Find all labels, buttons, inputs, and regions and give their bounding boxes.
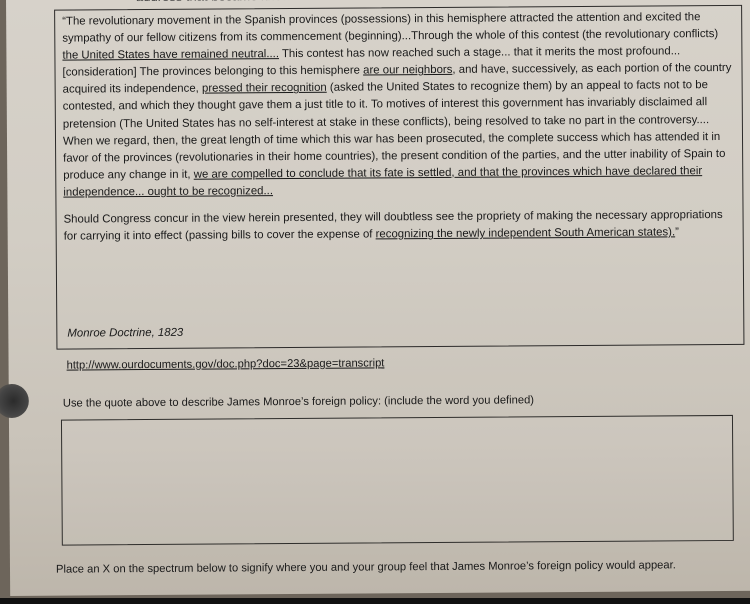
quote-paragraph-1 xyxy=(62,9,733,202)
closing-quote-mark: ” xyxy=(675,226,679,239)
quote-text-run: (asked the United States to recognize them) by an appeal to facts not to be contested, and which they thought gave them a just title to it. To motives of interest this government has invariably disclaimed all pretension (The United States has no self-interest at stake in these conflicts), being resolved to take no part in the controversy.... When we regard, then, the great length of time which this war has been prosecuted, the complete success which has attended it in favor of the provinces (revolutionaries in their home countries), the present condition of the parties, and the utter inability of Spain to produce any change in it, xyxy=(62,79,726,182)
quote-paragraph-2 xyxy=(64,207,734,246)
quote-text xyxy=(62,9,734,246)
task-prompt: Use the quote above to describe James Monroe’s foreign policy: (include the word you defined) xyxy=(62,394,535,410)
quote-text-run: “The revolutionary movement in the Spanish provinces (possessions) in this hemisphere attracted the attention and excited the sympathy of our fellow citizens from its commencement (beginning)...Through the whole of this contest (the revolutionary conflicts) xyxy=(62,11,719,45)
quote-text-run: , and have, successively, as each portion of the country acquired its independence, xyxy=(62,62,732,96)
answer-box[interactable] xyxy=(61,415,734,546)
quote-box xyxy=(54,5,744,350)
quote-text-run: Should Congress concur in the view herein presented, they will doubtless see the propriety of making the necessary appropriations for carrying it into effect (passing bills to cover the expense of xyxy=(63,209,723,243)
underlined-phrase-recognition: pressed their recognition xyxy=(201,82,327,96)
underlined-phrase-south-american-states: recognizing the newly independent South American states). xyxy=(375,226,676,241)
binder-hole xyxy=(0,384,29,418)
bottom-edge xyxy=(0,598,750,604)
quote-source: Monroe Doctrine, 1823 xyxy=(67,326,184,340)
quote-text-run: This contest has now reached such a stage... that it merits the most profound...[consideration] The provinces belonging to this hemisphere xyxy=(62,45,681,79)
source-link[interactable]: http://www.ourdocuments.gov/doc.php?doc=23&page=transcript xyxy=(66,357,385,372)
worksheet-page xyxy=(6,0,750,596)
underlined-phrase-neighbors: are our neighbors xyxy=(363,64,453,77)
underlined-phrase-neutral: the United States have remained neutral.... xyxy=(62,48,280,62)
spectrum-instructions: Place an X on the spectrum below to signify where you and your group feel that James Monroe’s foreign policy would appear. xyxy=(55,559,676,576)
cut-off-header xyxy=(136,0,616,1)
underlined-phrase-recognized: we are compelled to conclude that its fate is settled, and that the provinces which have declared their independence... ought to be recognized... xyxy=(63,164,703,199)
